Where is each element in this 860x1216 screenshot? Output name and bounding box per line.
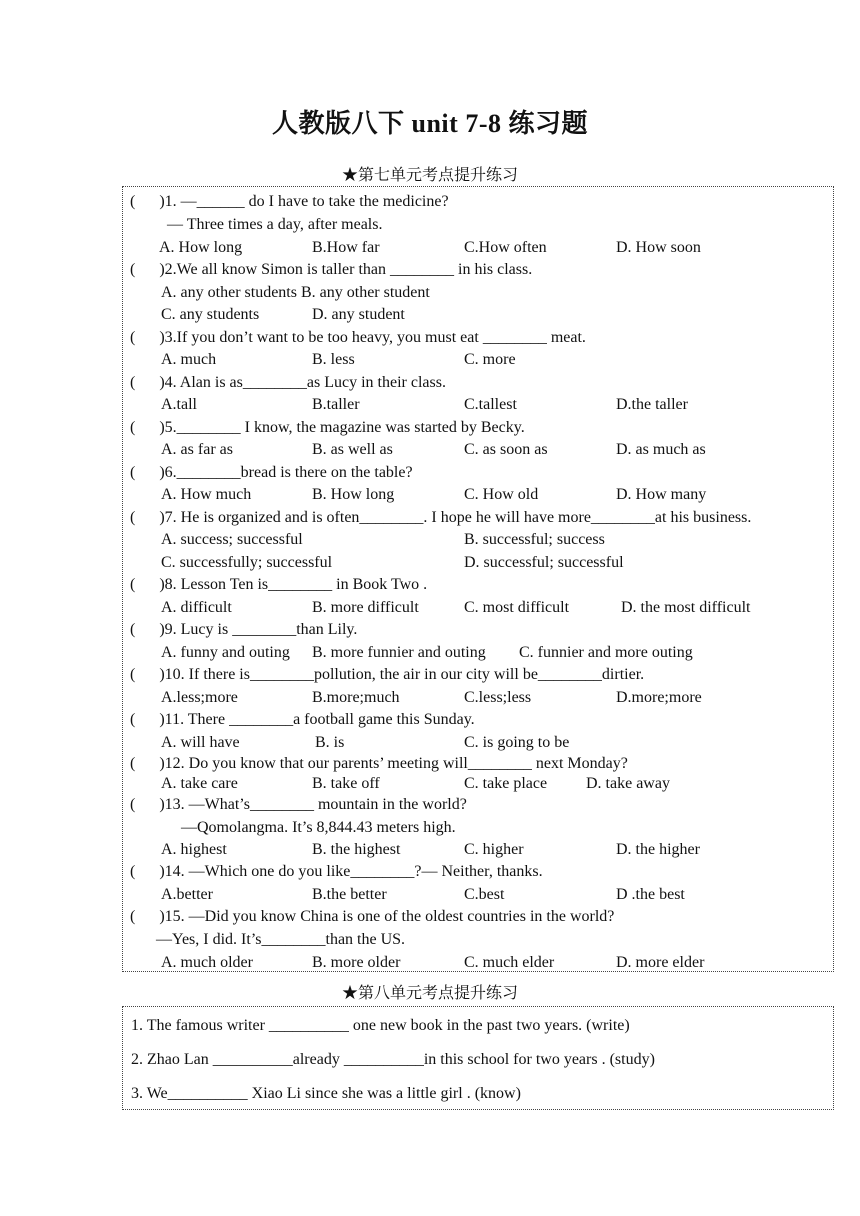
q11-option-c: C. is going to be — [464, 734, 570, 751]
q12-option-a: A. take care — [161, 775, 238, 792]
q14-option-c: C.best — [464, 886, 505, 903]
q13-option-d: D. the higher — [616, 841, 700, 858]
q5-option-a: A. as far as — [161, 441, 233, 458]
q14-option-b: B.the better — [312, 886, 387, 903]
question-14: ( )14. —Which one do you like________?— Neither, thanks. — [130, 863, 543, 880]
question-8: ( )8. Lesson Ten is________ in Book Two . — [130, 576, 428, 593]
question-5: ( )5.________ I know, the magazine was started by Becky. — [130, 419, 525, 436]
question-12: ( )12. Do you know that our parents’ meeting will________ next Monday? — [130, 755, 628, 772]
question-11: ( )11. There ________a football game this Sunday. — [130, 711, 475, 728]
question-3: ( )3.If you don’t want to be too heavy, you must eat ________ meat. — [130, 329, 586, 346]
q6-option-c: C. How old — [464, 486, 539, 503]
question-1-answer-line: — Three times a day, after meals. — [167, 216, 383, 233]
q2-option-d: D. any student — [312, 306, 405, 323]
q15-option-d: D. more elder — [616, 954, 705, 971]
q10-option-c: C.less;less — [464, 689, 532, 706]
section-8-box — [122, 1006, 834, 1110]
q8-option-c: C. most difficult — [464, 599, 570, 616]
question-15: ( )15. —Did you know China is one of the oldest countries in the world? — [130, 908, 615, 925]
q12-option-c: C. take place — [464, 775, 548, 792]
q13-option-b: B. the highest — [312, 841, 401, 858]
fill-in-item-3: 3. We__________ Xiao Li since she was a little girl . (know) — [131, 1085, 521, 1102]
q7-option-c: C. successfully; successful — [161, 554, 333, 571]
page-title: 人教版八下 unit 7-8 练习题 — [272, 109, 588, 138]
q11-option-a: A. will have — [161, 734, 240, 751]
fill-in-item-1: 1. The famous writer __________ one new book in the past two years. (write) — [131, 1017, 630, 1034]
question-7: ( )7. He is organized and is often________. I hope he will have more________at his business. — [130, 509, 752, 526]
question-13-answer-line: —Qomolangma. It’s 8,844.43 meters high. — [181, 819, 456, 836]
section-7-heading: ★第七单元考点提升练习 — [341, 167, 518, 184]
q3-option-a: A. much — [161, 351, 217, 368]
q9-option-a: A. funny and outing — [161, 644, 290, 661]
q3-option-c: C. more — [464, 351, 516, 368]
q6-option-a: A. How much — [161, 486, 252, 503]
q1-option-a: A. How long — [159, 239, 243, 256]
q3-option-b: B. less — [312, 351, 355, 368]
q4-option-d: D.the taller — [616, 396, 688, 413]
q8-option-b: B. more difficult — [312, 599, 419, 616]
q10-option-d: D.more;more — [616, 689, 702, 706]
section-8-heading: ★第八单元考点提升练习 — [341, 985, 518, 1002]
q7-option-d: D. successful; successful — [464, 554, 624, 571]
q10-option-a: A.less;more — [161, 689, 238, 706]
question-10: ( )10. If there is________pollution, the air in our city will be________dirtier. — [130, 666, 645, 683]
q9-option-c: C. funnier and more outing — [519, 644, 693, 661]
q8-option-d: D. the most difficult — [621, 599, 751, 616]
q5-option-c: C. as soon as — [464, 441, 548, 458]
fill-in-item-2: 2. Zhao Lan __________already __________in this school for two years . (study) — [131, 1051, 655, 1068]
q11-option-b: B. is — [315, 734, 345, 751]
q7-option-a: A. success; successful — [161, 531, 303, 548]
q1-option-d: D. How soon — [616, 239, 701, 256]
q14-option-a: A.better — [161, 886, 213, 903]
q2-option-ab: A. any other students B. any other student — [161, 284, 430, 301]
q4-option-c: C.tallest — [464, 396, 517, 413]
section-7-box — [122, 186, 834, 972]
question-2: ( )2.We all know Simon is taller than ________ in his class. — [130, 261, 533, 278]
q12-option-d: D. take away — [586, 775, 670, 792]
q2-option-c: C. any students — [161, 306, 260, 323]
q1-option-b: B.How far — [312, 239, 380, 256]
question-13: ( )13. —What’s________ mountain in the world? — [130, 796, 467, 813]
q15-option-c: C. much elder — [464, 954, 555, 971]
q1-option-c: C.How often — [464, 239, 547, 256]
q15-option-a: A. much older — [161, 954, 253, 971]
q9-option-b: B. more funnier and outing — [312, 644, 486, 661]
q14-option-d: D .the best — [616, 886, 685, 903]
q4-option-b: B.taller — [312, 396, 360, 413]
q5-option-b: B. as well as — [312, 441, 393, 458]
question-1: ( )1. —______ do I have to take the medicine? — [130, 193, 449, 210]
q13-option-c: C. higher — [464, 841, 524, 858]
q8-option-a: A. difficult — [161, 599, 232, 616]
question-15-answer-line: —Yes, I did. It’s________than the US. — [156, 931, 406, 948]
question-4: ( )4. Alan is as________as Lucy in their class. — [130, 374, 446, 391]
q6-option-b: B. How long — [312, 486, 395, 503]
q4-option-a: A.tall — [161, 396, 197, 413]
q6-option-d: D. How many — [616, 486, 707, 503]
question-6: ( )6.________bread is there on the table? — [130, 464, 413, 481]
question-9: ( )9. Lucy is ________than Lily. — [130, 621, 358, 638]
q5-option-d: D. as much as — [616, 441, 706, 458]
q13-option-a: A. highest — [161, 841, 227, 858]
q7-option-b: B. successful; success — [464, 531, 605, 548]
q10-option-b: B.more;much — [312, 689, 400, 706]
q15-option-b: B. more older — [312, 954, 401, 971]
q12-option-b: B. take off — [312, 775, 380, 792]
